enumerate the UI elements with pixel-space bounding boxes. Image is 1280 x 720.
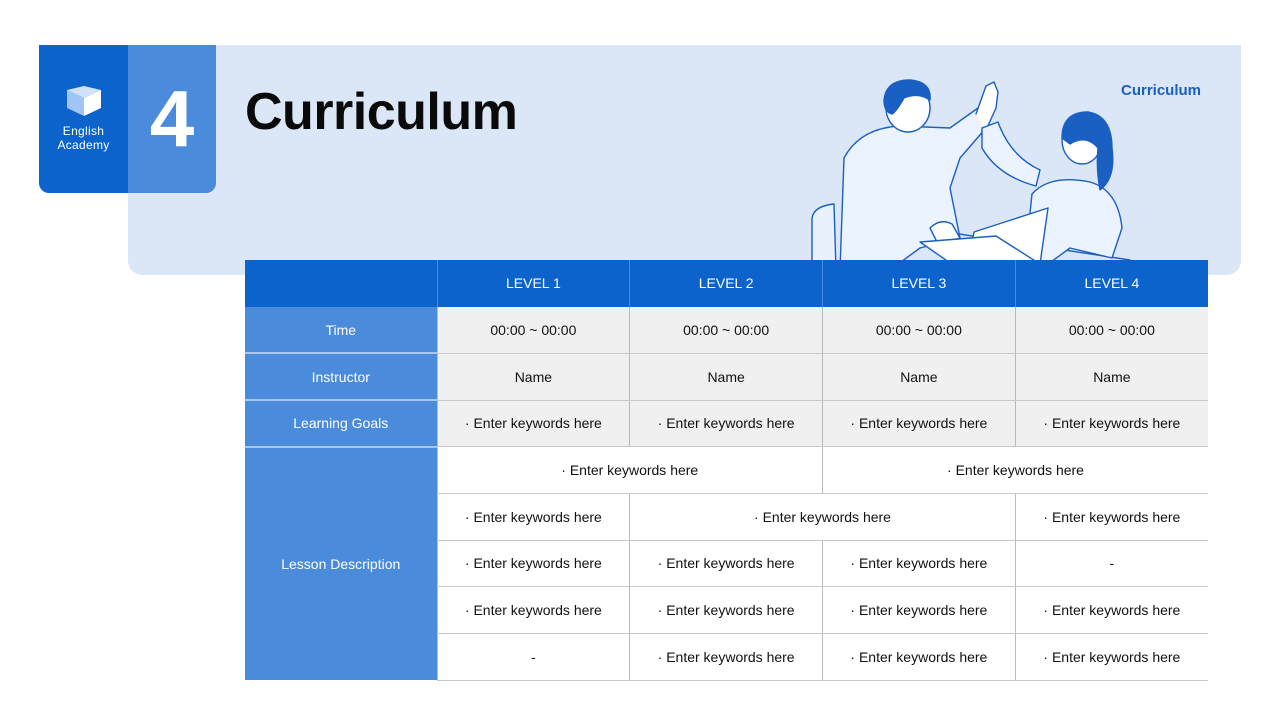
header-level-4: LEVEL 4 [1015,260,1208,307]
instructor-label: Instructor [245,353,437,400]
lesson-cell: · Enter keywords here [630,493,1016,540]
book-logo-icon [65,86,103,118]
brand-line-1: English [62,124,105,138]
lesson-cell: · Enter keywords here [823,634,1016,681]
time-cell: 00:00 ~ 00:00 [437,307,630,354]
instructor-cell: Name [823,353,1016,400]
learning-goals-row [245,400,1208,447]
page-number: 4 [149,74,195,163]
high-five-illustration [800,78,1140,276]
curriculum-table [245,260,1208,681]
time-label: Time [245,307,437,354]
brand-name [57,124,109,152]
lesson-cell: · Enter keywords here [823,587,1016,634]
instructor-cell: Name [1015,353,1208,400]
section-label: Curriculum [1120,82,1201,99]
lesson-cell: - [437,634,630,681]
lesson-cell: · Enter keywords here [630,634,823,681]
lesson-cell: · Enter keywords here [437,540,630,587]
lesson-cell: · Enter keywords here [630,587,823,634]
goal-cell: · Enter keywords here [437,400,630,447]
brand-line-2: Academy [57,138,110,152]
time-cell: 00:00 ~ 00:00 [1015,307,1208,354]
time-cell: 00:00 ~ 00:00 [823,307,1016,354]
header-level-3: LEVEL 3 [823,260,1016,307]
brand-logo [39,45,128,193]
instructor-row [245,353,1208,400]
lesson-cell: - [1015,540,1208,587]
lesson-cell: · Enter keywords here [823,447,1209,494]
header-level-1: LEVEL 1 [437,260,630,307]
header-level-2: LEVEL 2 [630,260,823,307]
goal-cell: · Enter keywords here [1015,400,1208,447]
lesson-cell: · Enter keywords here [437,447,823,494]
lesson-row-1 [245,447,1208,494]
lesson-description-label: Lesson Description [245,447,437,680]
page-number-tile [128,45,216,193]
instructor-cell: Name [437,353,630,400]
lesson-cell: · Enter keywords here [1015,587,1208,634]
goal-cell: · Enter keywords here [823,400,1016,447]
instructor-cell: Name [630,353,823,400]
lesson-cell: · Enter keywords here [437,493,630,540]
lesson-cell: · Enter keywords here [1015,493,1208,540]
time-row [245,307,1208,354]
lesson-cell: · Enter keywords here [437,587,630,634]
lesson-cell: · Enter keywords here [823,540,1016,587]
lesson-cell: · Enter keywords here [630,540,823,587]
table-header-row [245,260,1208,307]
page-title: Curriculum [245,83,518,141]
goal-cell: · Enter keywords here [630,400,823,447]
time-cell: 00:00 ~ 00:00 [630,307,823,354]
lesson-cell: · Enter keywords here [1015,634,1208,681]
header-corner [245,260,437,307]
learning-goals-label: Learning Goals [245,400,437,447]
